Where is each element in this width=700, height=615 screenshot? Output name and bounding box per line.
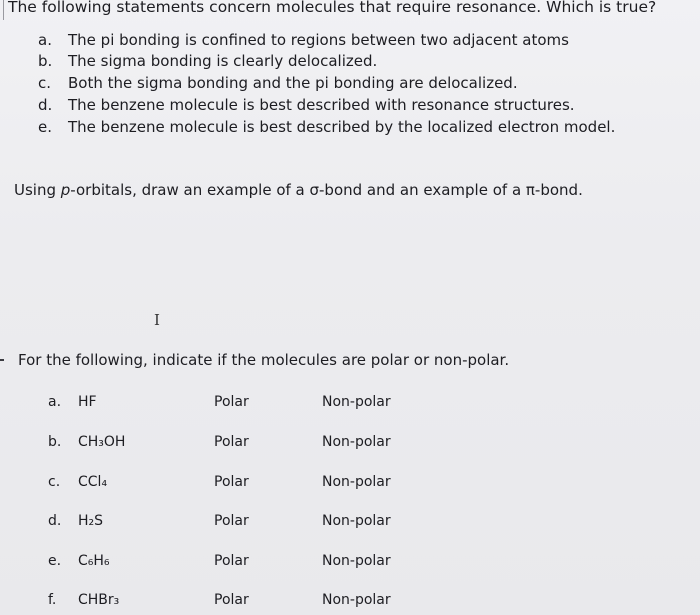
text-cursor-icon: I bbox=[154, 311, 160, 329]
question-3-title: For the following, indicate if the molecules are polar or non-polar. bbox=[18, 351, 510, 369]
molecule-formula: CHBr₃ bbox=[78, 592, 120, 608]
option-a[interactable] bbox=[38, 31, 569, 49]
option-letter: c. bbox=[38, 74, 52, 92]
option-b[interactable] bbox=[38, 52, 377, 70]
question-2-suffix: -orbitals, draw an example of a σ-bond and an example of a π-bond. bbox=[70, 181, 583, 199]
polar-option[interactable]: Polar bbox=[214, 474, 249, 490]
bullet-mark bbox=[0, 359, 4, 361]
option-letter: a. bbox=[38, 31, 52, 49]
nonpolar-option[interactable]: Non-polar bbox=[322, 553, 391, 569]
row-letter: f. bbox=[48, 592, 57, 608]
nonpolar-option[interactable]: Non-polar bbox=[322, 513, 391, 529]
nonpolar-option[interactable]: Non-polar bbox=[322, 474, 391, 490]
polar-option[interactable]: Polar bbox=[214, 394, 249, 410]
molecule-row bbox=[0, 394, 700, 416]
nonpolar-option[interactable]: Non-polar bbox=[322, 592, 391, 608]
molecule-formula: HF bbox=[78, 394, 97, 410]
question-2 bbox=[14, 181, 583, 199]
molecule-row bbox=[0, 553, 700, 575]
molecule-formula: CH₃OH bbox=[78, 434, 126, 450]
polar-option[interactable]: Polar bbox=[214, 553, 249, 569]
option-text: The benzene molecule is best described by the localized electron model. bbox=[68, 118, 616, 136]
row-letter: e. bbox=[48, 553, 62, 569]
margin-rule bbox=[3, 0, 4, 20]
option-text: The pi bonding is confined to regions between two adjacent atoms bbox=[68, 31, 569, 49]
option-c[interactable] bbox=[38, 74, 518, 92]
polar-option[interactable]: Polar bbox=[214, 434, 249, 450]
option-letter: e. bbox=[38, 118, 52, 136]
molecule-row bbox=[0, 474, 700, 496]
nonpolar-option[interactable]: Non-polar bbox=[322, 394, 391, 410]
question-2-prefix: Using bbox=[14, 181, 61, 199]
option-d[interactable] bbox=[38, 96, 575, 114]
question-2-italic: p bbox=[60, 181, 71, 199]
question-1-title: The following statements concern molecules that require resonance. Which is true? bbox=[8, 0, 657, 16]
option-e[interactable] bbox=[38, 118, 615, 136]
molecule-formula: CCl₄ bbox=[78, 474, 108, 490]
option-text: The benzene molecule is best described with resonance structures. bbox=[68, 96, 575, 114]
row-letter: d. bbox=[48, 513, 62, 529]
polar-option[interactable]: Polar bbox=[214, 513, 249, 529]
molecule-formula: H₂S bbox=[78, 513, 104, 529]
option-letter: d. bbox=[38, 96, 53, 114]
row-letter: a. bbox=[48, 394, 62, 410]
molecule-row bbox=[0, 513, 700, 535]
nonpolar-option[interactable]: Non-polar bbox=[322, 434, 391, 450]
polar-option[interactable]: Polar bbox=[214, 592, 249, 608]
row-letter: b. bbox=[48, 434, 62, 450]
option-text: Both the sigma bonding and the pi bonding are delocalized. bbox=[68, 74, 518, 92]
molecule-row bbox=[0, 592, 700, 614]
option-letter: b. bbox=[38, 52, 53, 70]
molecule-row bbox=[0, 434, 700, 456]
molecule-formula: C₆H₆ bbox=[78, 553, 110, 569]
option-text: The sigma bonding is clearly delocalized. bbox=[68, 52, 378, 70]
row-letter: c. bbox=[48, 474, 61, 490]
